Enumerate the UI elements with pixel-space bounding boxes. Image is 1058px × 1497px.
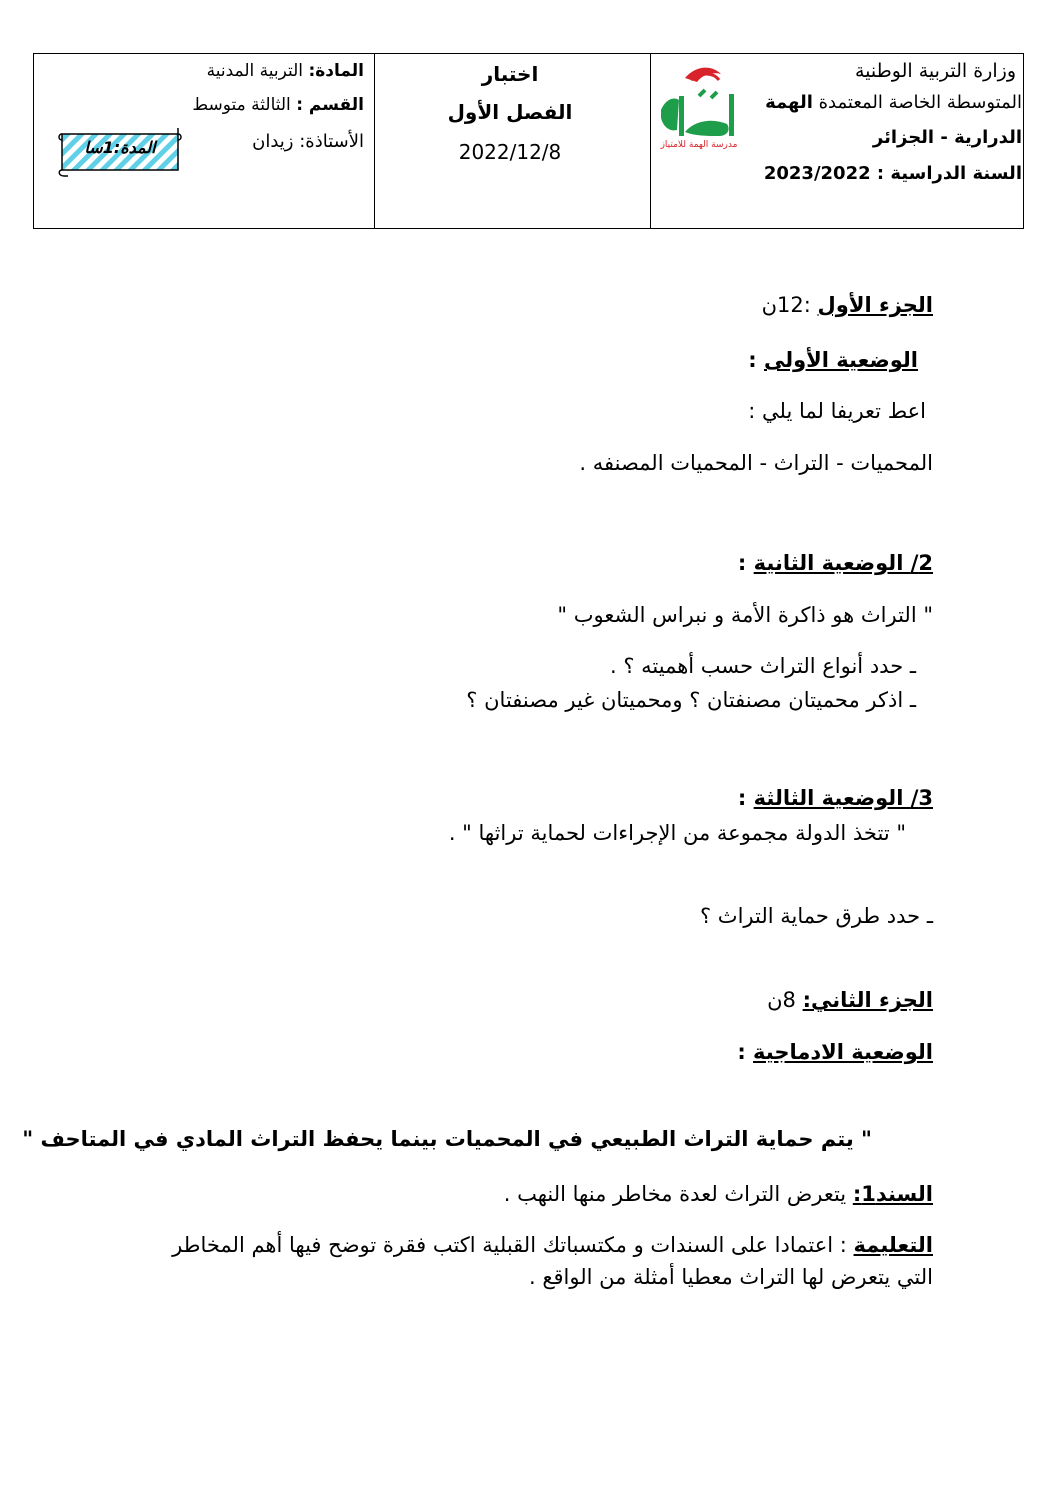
duration-text: المدة:1سا [84, 138, 156, 157]
situation2-quote: " التراث هو ذاكرة الأمة و نبراس الشعوب " [557, 603, 933, 627]
header-divider-right [650, 54, 651, 228]
situation2-q2 [466, 688, 916, 712]
situation2-q2-text: اذكر محميتان مصنفتان ؟ ومحميتان غير مصنفتان ؟ [466, 688, 904, 712]
school-year-value: 2023/2022 [763, 163, 871, 184]
school-type: المتوسطة الخاصة المعتمدة [818, 92, 1022, 113]
school-year [764, 163, 1022, 184]
situation3-colon: : [737, 786, 754, 810]
integration-heading [737, 1040, 933, 1064]
part2-heading [767, 988, 933, 1012]
task-line-1 [172, 1233, 933, 1257]
teacher-value: زيدان [252, 131, 294, 152]
school-year-label: السنة الدراسية : [876, 163, 1022, 184]
exam-term: الفصل الأول [447, 100, 573, 124]
situation3-q1: ـ حدد طرق حماية التراث ؟ [699, 904, 933, 928]
bullet-dash: ـ [903, 654, 916, 678]
part1-title: الجزء الأول [817, 293, 933, 317]
situation1-colon: : [748, 348, 764, 372]
subject-value: التربية المدنية [206, 61, 304, 81]
situation2-colon: : [737, 551, 754, 575]
school-logo [655, 60, 743, 160]
duration-scroll [56, 128, 184, 172]
teacher-label: الأستاذة: [299, 131, 364, 152]
task-text-1: : اعتمادا على السندات و مكتسباتك القبلية اكتب فقرة توضح فيها أهم المخاطر [172, 1233, 854, 1257]
sanad-text: يتعرض التراث لعدة مخاطر منها النهب . [503, 1182, 853, 1206]
sanad-label: السند1: [852, 1182, 933, 1206]
situation3-label: الوضعية الثالثة [753, 786, 911, 810]
situation2-q1-text: حدد أنواع التراث حسب أهميته ؟ . [609, 654, 904, 678]
part1-points: :12ن [761, 293, 811, 317]
part1-heading [762, 293, 933, 317]
situation3-heading [738, 786, 933, 810]
task-label: التعليمة [853, 1233, 933, 1257]
class-row [192, 95, 364, 115]
situation3-quote: " تتخذ الدولة مجموعة من الإجراءات لحماية تراثها " . [448, 821, 906, 845]
exam-title: اختبار [481, 62, 539, 86]
situation1-title: الوضعية الأولى [763, 348, 918, 372]
situation1-terms: المحميات - التراث - المحميات المصنفه . [579, 451, 933, 475]
situation1-instruction: اعط تعريفا لما يلي : [748, 399, 926, 423]
school-name: الهمة [765, 92, 813, 113]
class-value: الثالثة متوسط [192, 95, 291, 115]
teacher-row [252, 131, 364, 152]
exam-date: 2022/12/8 [458, 140, 562, 164]
situation1-heading [748, 348, 918, 372]
class-label: القسم : [296, 95, 364, 115]
subject-label: المادة: [308, 61, 364, 81]
logo-caption: مدرسة الهمة للامتياز [660, 140, 738, 150]
sanad-line [504, 1182, 933, 1206]
situation3-number: 3/ [910, 786, 933, 810]
bullet-dash: ـ [903, 688, 916, 712]
school-line [765, 92, 1022, 113]
situation2-label: الوضعية الثانية [753, 551, 911, 575]
integration-quote: " يتم حماية التراث الطبيعي في المحميات بينما يحفظ التراث المادي في المتاحف " [22, 1127, 872, 1151]
subject-row [207, 61, 364, 81]
ministry-name: وزارة التربية الوطنية [855, 60, 1016, 82]
integration-title: الوضعية الادماجية [753, 1040, 933, 1064]
school-location: الدرارية - الجزائر [872, 127, 1022, 148]
situation3-title [754, 786, 933, 810]
situation2-number: 2/ [910, 551, 933, 575]
situation2-q1 [610, 654, 916, 678]
integration-colon: : [737, 1040, 754, 1064]
task-line-2: التي يتعرض لها التراث معطيا أمثلة من الواقع . [528, 1265, 933, 1289]
part2-points: 8ن [767, 988, 803, 1012]
part2-title: الجزء الثاني: [802, 988, 933, 1012]
situation2-heading [738, 551, 933, 575]
situation2-title [754, 551, 933, 575]
